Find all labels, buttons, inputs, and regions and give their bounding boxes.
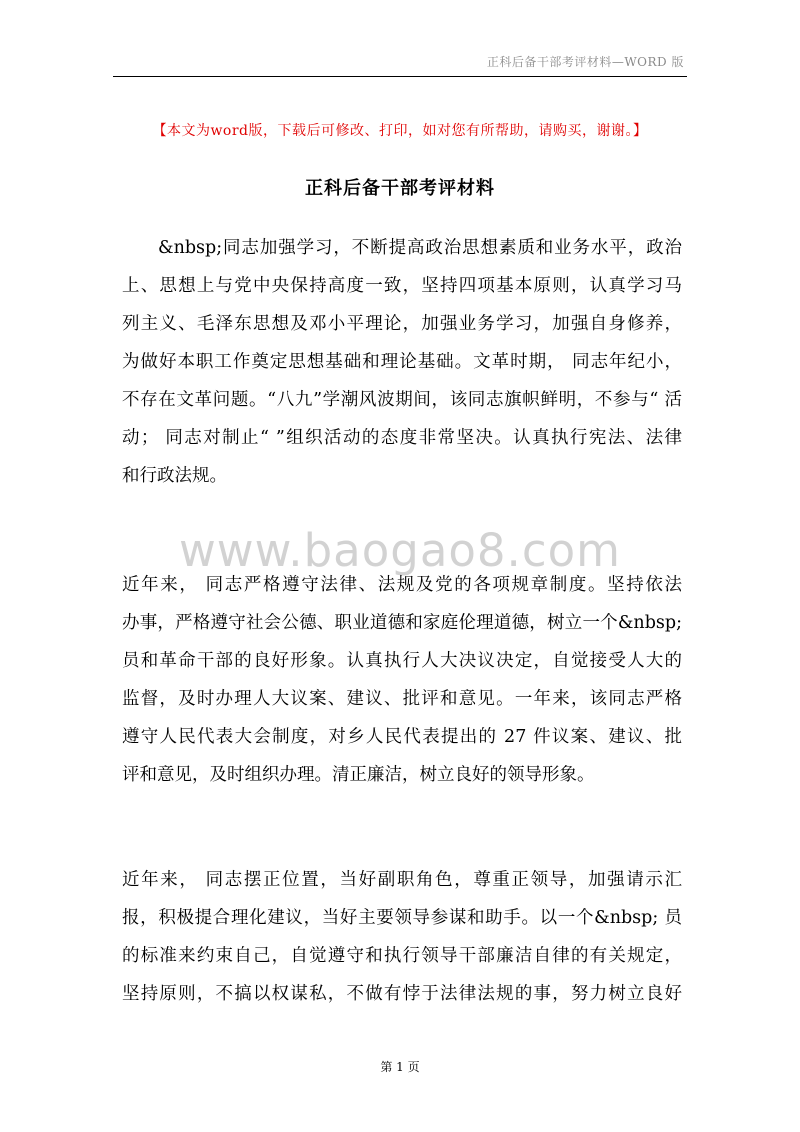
paragraph-3 — [122, 861, 682, 1013]
text-line: 近年来， 同志摆正位置，当好副职角色，尊重正领导，加强请示汇 — [122, 870, 682, 890]
text-line: &nbsp;同志加强学习，不断提高政治思想素质和业务水平，政治 — [158, 238, 682, 258]
header-divider — [113, 76, 687, 77]
text-line: 近年来， 同志严格遵守法律、法规及党的各项规章制度。坚持依法 — [122, 575, 682, 595]
text-line: 遵守人民代表大会制度，对乡人民代表提出的 27 件议案、建议、批 — [122, 727, 682, 747]
document-title: 正科后备干部考评材料 — [305, 178, 495, 199]
text-line: 和行政法规。 — [122, 466, 227, 486]
text-line: 报，积极提合理化建议，当好主要领导参谋和助手。以一个&nbsp; 员 — [122, 908, 682, 928]
text-line: 为做好本职工作奠定思想基础和理论基础。文革时期， 同志年纪小， — [122, 352, 682, 372]
text-line: 员和革命干部的良好形象。认真执行人大决议决定，自觉接受人大的 — [122, 651, 682, 671]
text-line: 监督，及时办理人大议案、建议、批评和意见。一年来，该同志严格 — [122, 689, 682, 709]
paragraph-1 — [122, 229, 682, 495]
text-line: 上、思想上与党中央保持高度一致，坚持四项基本原则，认真学习马 — [122, 276, 682, 296]
page-number: 第 1 页 — [380, 1060, 420, 1074]
text-line: 列主义、毛泽东思想及邓小平理论，加强业务学习，加强自身修养， — [122, 314, 682, 334]
watermark: www.baogao8.com — [179, 524, 621, 577]
text-line: 动； 同志对制止“ ”组织活动的态度非常坚决。认真执行宪法、法律 — [122, 428, 682, 448]
text-line: 办事，严格遵守社会公德、职业道德和家庭伦理道德，树立一个&nbsp; — [122, 613, 682, 633]
text-line: 评和意见，及时组织办理。清正廉洁，树立良好的领导形象。 — [122, 765, 595, 785]
paragraph-2 — [122, 566, 682, 794]
text-line: 坚持原则，不搞以权谋私，不做有悖于法律法规的事，努力树立良好 — [122, 984, 682, 1004]
running-header: 正科后备干部考评材料—WORD 版 — [486, 55, 684, 69]
text-line: 不存在文革问题。“八九”学潮风波期间，该同志旗帜鲜明，不参与“ 活 — [122, 390, 682, 410]
text-line: 的标准来约束自己，自觉遵守和执行领导干部廉洁自律的有关规定， — [122, 946, 682, 966]
download-notice: 【本文为word版，下载后可修改、打印，如对您有所帮助，请购买，谢谢。】 — [152, 123, 648, 139]
